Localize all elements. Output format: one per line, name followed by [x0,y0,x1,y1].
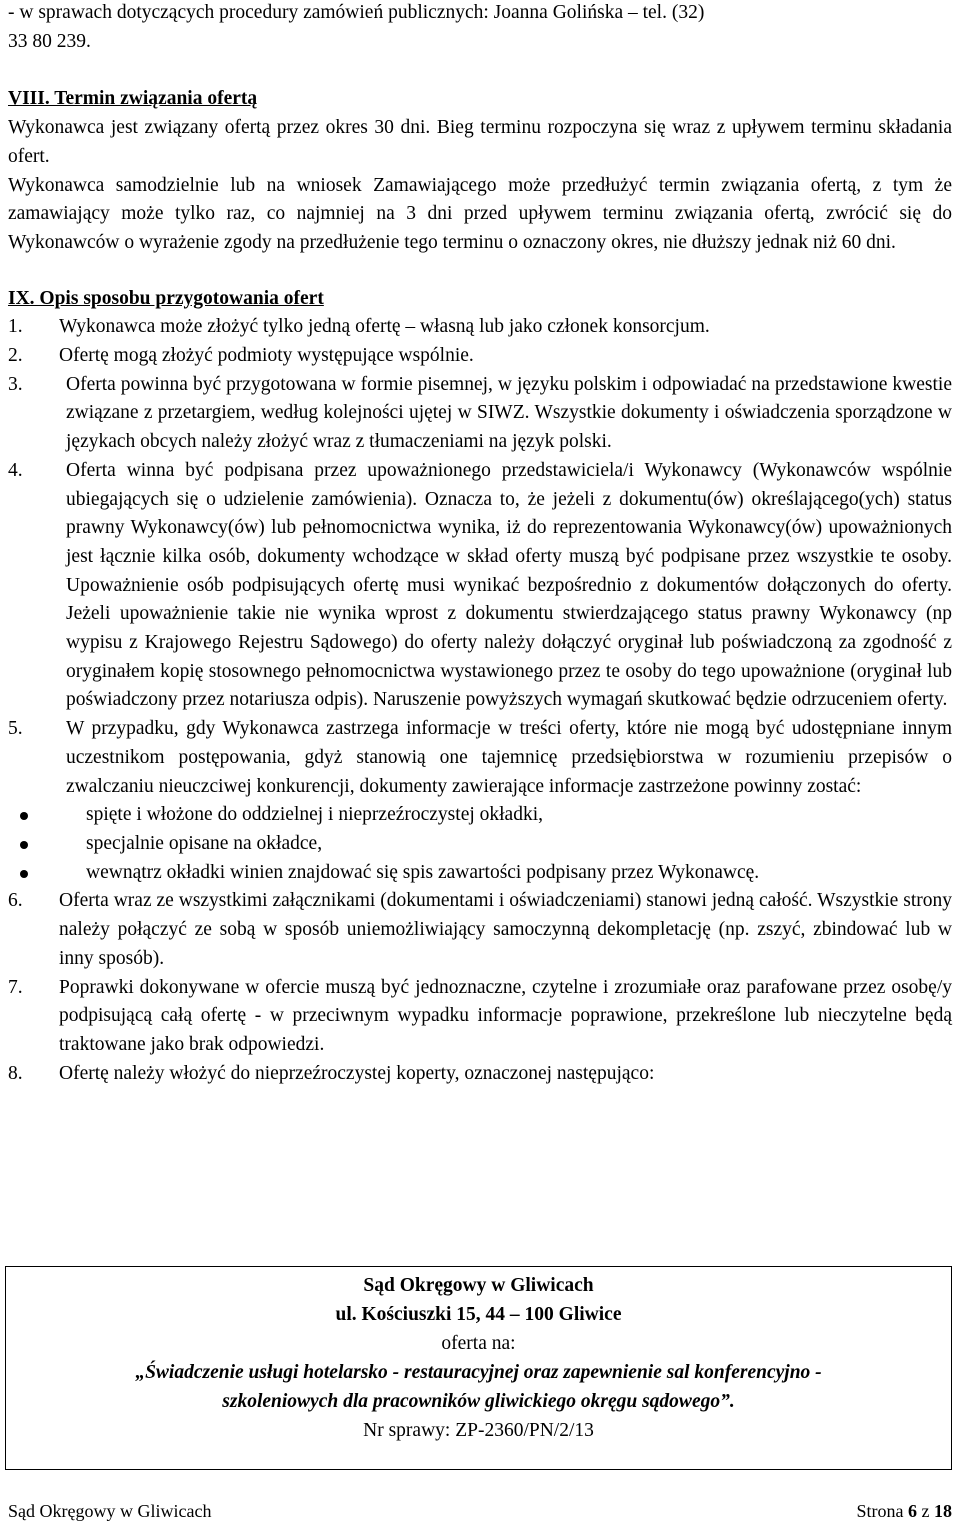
list-item-text: W przypadku, gdy Wykonawca zastrzega informacje w treści oferty, które nie mogą być udostępniane innym uczestnikom postępowania, gdyż stanowią one tajemnicę przedsiębiorstwa w rozumieniu przepisów o zwalczaniu nieuczciwej konkurencji, dokumenty zawierające informacje zastrzeżone powinny zostać: [66,718,952,797]
list-item-text: Poprawki dokonywane w ofercie muszą być jednoznaczne, czytelne i zrozumiałe oraz parafowane przez osobę/y podpisującą całą ofertę - w przeciwnym wypadku informacje poprawione, przekreślone lub nieczytelne będą traktowane jako brak odpowiedzi. [59,976,952,1055]
envelope-label-box [5,1266,952,1470]
envelope-offer-for: oferta na: [441,1333,516,1354]
footer-current-page: 6 [908,1501,917,1521]
list-item [8,371,952,457]
list-item-text: Oferta winna być podpisana przez upoważnionego przedstawiciela/i Wykonawcy (Wykonawców wspólnie ubiegających się o udzielenie zamówienia). Oznacza to, że jeżeli z dokumentu(ów) określającego(ych) status prawny Wykonawcy(ów) lub pełnomocnictwa wynika, iż do reprezentowania Wykonawcy(ów) upoważnionych jest łącznie kilka osób, dokumenty wchodzące w skład oferty muszą być podpisane przez wszystkie te osoby. Upoważnienie osób podpisujących ofertę musi wynikać bezpośrednio z dokumentów dołączonych do oferty. Jeżeli upoważnienie takie nie wynika wprost z dokumentu stwierdzającego status prawny Wykonawcy (np wypisu z Krajowego Rejestru Sądowego) do oferty należy dołączyć oryginał lub poświadczoną za zgodność z oryginałem kopię stosownego pełnomocnictwa wystawionego przez te osoby do tego upoważnione (oryginał lub poświadczony przez notariusza odpis). Naruszenie powyższych wymagań skutkować będzie odrzuceniem oferty. [66,459,952,711]
list-item-number: 6. [8,890,23,912]
list-item-text: Ofertę należy włożyć do nieprzeźroczystej koperty, oznaczonej następująco: [59,1062,655,1084]
list-item [8,342,952,371]
section-8-paragraph-1: Wykonawca jest związany ofertą przez okres 30 dni. Bieg terminu rozpoczyna się wraz z upływem terminu składania ofert. [8,117,952,167]
procurement-contact [8,0,952,56]
list-item-number: 7. [8,976,23,998]
list-item-number: 8. [8,1062,23,1084]
contact-line-2: 33 80 239. [8,30,91,52]
list-item-text: Wykonawca może złożyć tylko jedną ofertę – własną lub jako członek konsorcjum. [59,316,710,338]
section-9-heading: IX. Opis sposobu przygotowania ofert [8,287,324,309]
contact-line-1: - w sprawach dotyczących procedury zamówień publicznych: Joanna Golińska – tel. (32) [8,2,705,23]
list-item [8,715,952,801]
list-item-text: Oferta wraz ze wszystkimi załącznikami (dokumentami i oświadczeniami) stanowi jedną całość. Wszystkie strony należy połączyć ze sobą w sposób uniemożliwiający samoczynną dekompletację (np. zszyć, zbindować lub w inny sposób). [59,890,952,969]
footer-of-label: z [921,1501,930,1521]
list-item-text: Oferta powinna być przygotowana w formie pisemnej, w języku polskim i odpowiadać na przedstawione kwestie związane z przetargiem, według kolejności ujętej w SIWZ. Wszystkie dokumenty i oświadczenia sporządzone w językach obcych należy złożyć wraz z tłumaczeniami na język polski. [66,373,952,453]
list-item [8,313,952,342]
list-item-number: 4. [8,459,23,481]
list-item-number: 1. [8,316,23,338]
section-8-paragraph-2: Wykonawca samodzielnie lub na wniosek Zamawiającego może przedłużyć termin związania ofertą, z tym że zamawiający może tylko raz, co najmniej na 3 dni przed upływem terminu związania ofertą, zwrócić się do Wykonawców o wyrażenie zgody na przedłużenie tego terminu o oznaczony okres, nie dłuższy jednak niż 60 dni. [8,174,952,253]
bullet-item [8,859,952,888]
section-8-heading: VIII. Termin związania ofertą [8,88,258,110]
bullet-icon [20,812,28,820]
envelope-court-name: Sąd Okręgowy w Gliwicach [363,1275,594,1296]
list-item [8,1060,952,1089]
list-item [8,974,952,1060]
bullet-icon [20,841,28,849]
bullet-item [8,830,952,859]
envelope-case-number: Nr sprawy: ZP-2360/PN/2/13 [363,1420,594,1441]
list-item [8,887,952,973]
bullet-item [8,801,952,830]
list-item-number: 3. [8,373,23,395]
bullet-text: specjalnie opisane na okładce, [86,832,323,854]
list-item-number: 5. [8,718,23,740]
document-page [8,0,952,1088]
bullet-text: spięte i włożone do oddzielnej i nieprzeźroczystej okładki, [86,804,544,826]
footer-total-pages: 18 [934,1501,952,1521]
footer-court-name: Sąd Okręgowy w Gliwicach [8,1501,212,1521]
list-item [8,457,952,715]
footer-page-number [857,1500,953,1522]
bullet-text: wewnątrz okładki winien znajdować się spis zawartości podpisany przez Wykonawcę. [86,861,760,883]
footer-page-label: Strona [856,1501,904,1521]
envelope-title-line-1: „Świadczenie usługi hotelarsko - restauracyjnej oraz zapewnienie sal konferencyjno - [135,1362,822,1383]
envelope-address: ul. Kościuszki 15, 44 – 100 Gliwice [335,1304,622,1325]
bullet-icon [20,870,28,878]
list-item-number: 2. [8,345,23,367]
restricted-docs-bullet-list [8,801,952,887]
list-item-text: Ofertę mogą złożyć podmioty występujące wspólnie. [59,345,474,367]
envelope-title-line-2: szkoleniowych dla pracowników gliwickiego okręgu sądowego”. [222,1391,735,1412]
